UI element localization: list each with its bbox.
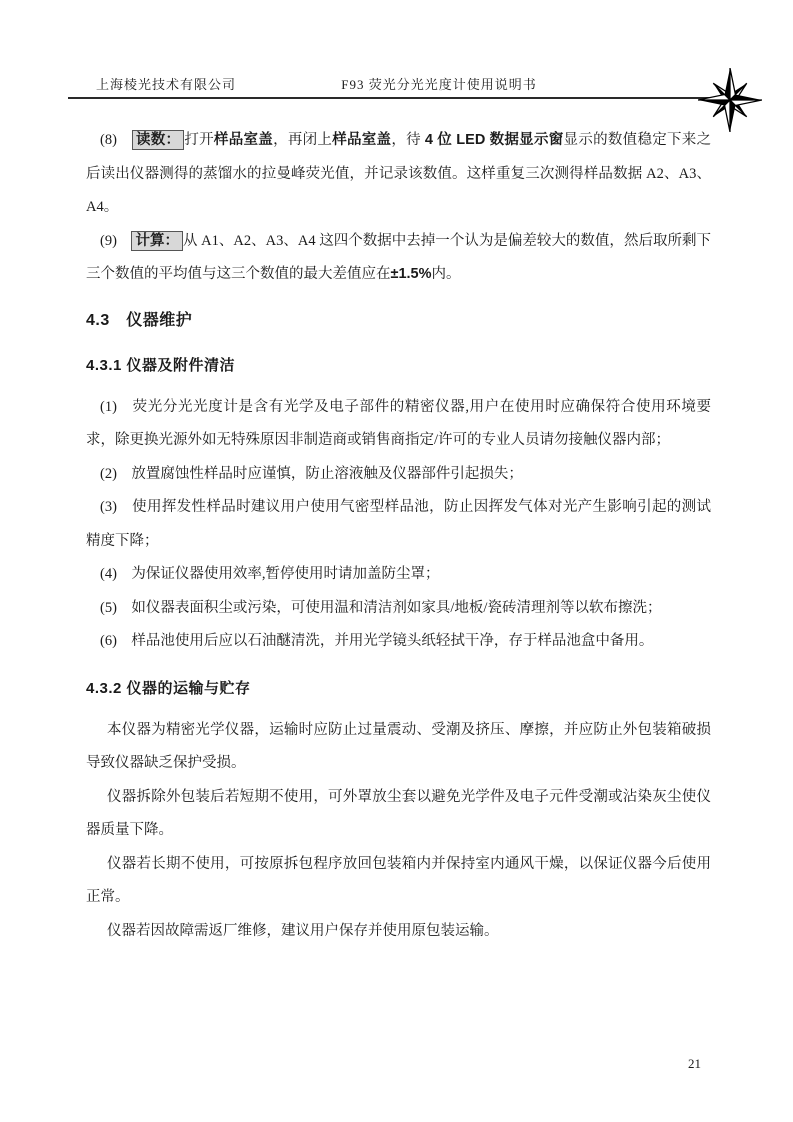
document-body xyxy=(86,99,711,948)
company-name: 上海棱光技术有限公司 xyxy=(96,77,237,92)
page-number: 21 xyxy=(688,1056,701,1071)
section-heading-4-3-1: 4.3.1 仪器及附件清洁 xyxy=(86,356,236,374)
storage-paragraph-1: 本仪器为精密光学仪器，运输时应防止过量震动、受潮及挤压、摩擦，并应防止外包装箱破损导致仪器缺乏保护受损。 xyxy=(86,721,711,771)
storage-paragraph-2: 仪器拆除外包装后若短期不使用，可外罩放尘套以避免光学件及电子元件受潮或沾染灰尘使仪器质量下降。 xyxy=(86,788,711,838)
storage-paragraph-3: 仪器若长期不使用，可按原拆包程序放回包装箱内并保持室内通风干燥，以保证仪器今后使用正常。 xyxy=(86,855,711,905)
maintenance-item-3: (3) 使用挥发性样品时建议用户使用气密型样品池，防止因挥发气体对光产生影响引起的测试精度下降； xyxy=(86,499,711,549)
maintenance-item-6: (6) 样品池使用后应以石油醚清洗，并用光学镜头纸轻拭干净，存于样品池盒中备用。 xyxy=(100,633,654,649)
step-9-paragraph: (9) 计算： 从 A1、A2、A3、A4 这四个数据中去掉一个认为是偏差较大的数值，然后取所剩下三个数值的平均值与这三个数值的最大差值应在±1.5%内。 xyxy=(86,232,712,282)
storage-paragraph-4: 仪器若因故障需返厂维修，建议用户保存并使用原包装运输。 xyxy=(107,922,499,939)
step-8-paragraph: (8) 读数： 打开样品室盖，再闭上样品室盖，待 4 位 LED 数据显示窗显示的数值稳定下来之后读出仪器测得的蒸馏水的拉曼峰荧光值，并记录该数值。这样重复三次测得样品数据 A2、A3、A4。 xyxy=(86,132,712,215)
maintenance-item-4: (4) 为保证仪器使用效率,暂停使用时请加盖防尘罩； xyxy=(100,566,440,582)
document-title: F93 荧光分光光度计使用说明书 xyxy=(341,77,537,92)
section-heading-4-3-2: 4.3.2 仪器的运输与贮存 xyxy=(86,679,251,697)
page-header xyxy=(68,74,712,99)
maintenance-item-2: (2) 放置腐蚀性样品时应谨慎，防止溶液触及仪器部件引起损失； xyxy=(100,465,523,482)
section-heading-4-3: 4.3 仪器维护 xyxy=(86,311,193,329)
maintenance-item-1: (1) 荧光分光光度计是含有光学及电子部件的精密仪器,用户在使用时应确保符合使用环境要求，除更换光源外如无特殊原因非制造商或销售商指定/许可的专业人员请勿接触仪器内部； xyxy=(86,398,711,448)
maintenance-item-5: (5) 如仪器表面积尘或污染，可使用温和清洁剂如家具/地板/瓷砖清理剂等以软布擦洗； xyxy=(100,599,662,616)
